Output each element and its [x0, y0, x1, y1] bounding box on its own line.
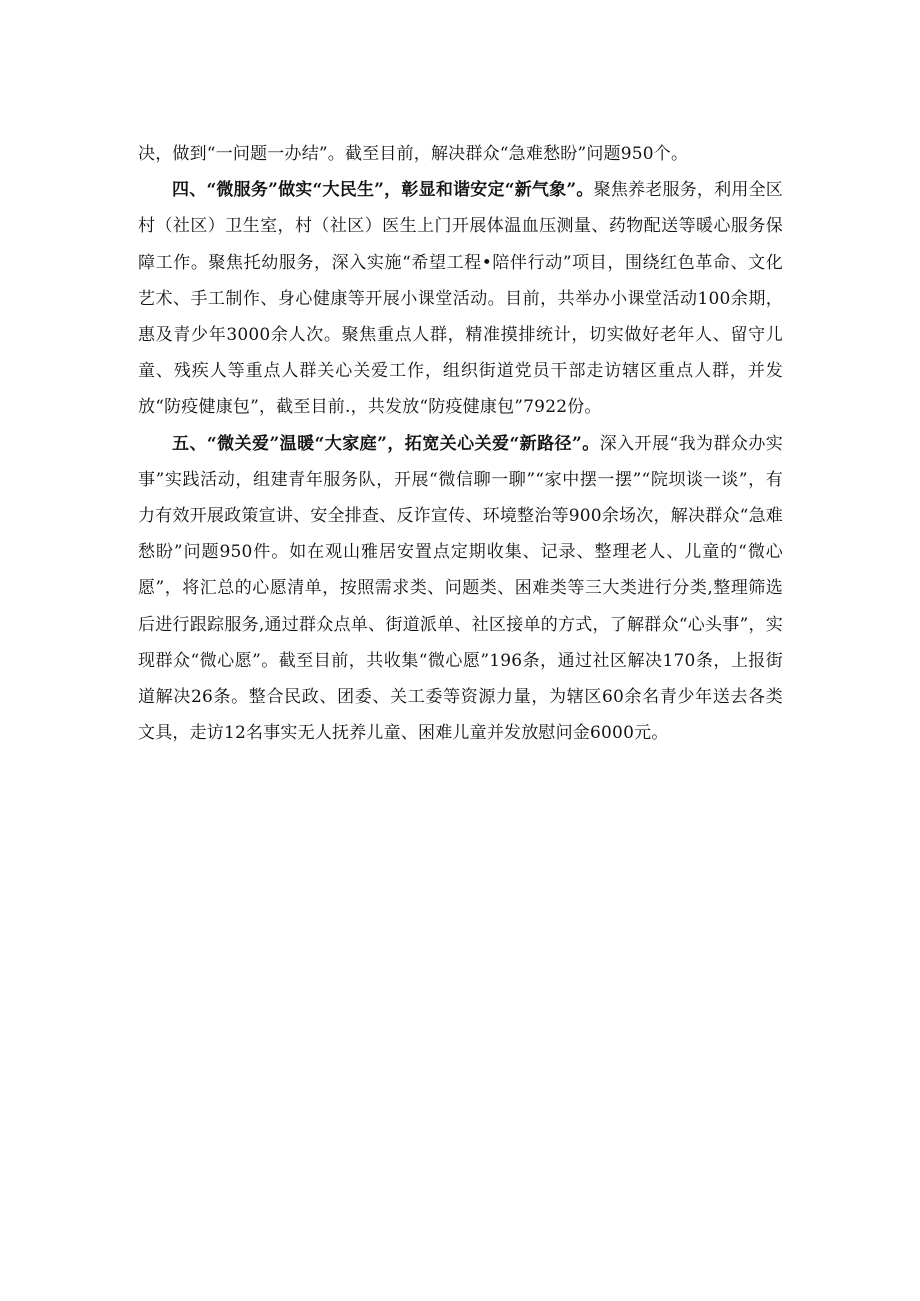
- paragraph-text: 决，做到“一问题一办结”。截至目前，解决群众“急难愁盼”问题950个。: [138, 144, 689, 164]
- section-heading-5: 五、“微关爱”温暖“大家庭”，拓宽关心关爱“新路径”。: [172, 433, 600, 454]
- paragraph-section-4: [138, 172, 783, 425]
- section-heading-4: 四、“微服务”做实“大民生”，彰显和谐安定“新气象”。: [172, 180, 594, 201]
- paragraph-continuation: [138, 136, 783, 172]
- document-body: [138, 136, 783, 751]
- paragraph-text: 深入开展“我为群众办实事”实践活动，组建青年服务队，开展“微信聊一聊”“家中摆一摆”“院坝谈一谈”，有力有效开展政策宣讲、安全排查、反诈宣传、环境整治等900余场次，解决群众“急难愁盼”问题950件。如在观山雅居安置点定期收集、记录、整理老人、儿童的“微心愿”，将汇总的心愿清单，按照需求类、问题类、困难类等三大类进行分类,整理筛选后进行跟踪服务,通过群众点单、街道派单、社区接单的方式，了解群众“心头事”，实现群众“微心愿”。截至目前，共收集“微心愿”196条，通过社区解决170条，上报街道解决26条。整合民政、团委、关工委等资源力量，为辖区60余名青少年送去各类文具，走访12名事实无人抚养儿童、困难儿童并发放慰问金6000元。: [138, 433, 784, 744]
- paragraph-section-5: [138, 426, 783, 752]
- paragraph-text: 聚焦养老服务，利用全区村（社区）卫生室，村（社区）医生上门开展体温血压测量、药物配送等暖心服务保障工作。聚焦托幼服务，深入实施“希望工程•陪伴行动”项目，围绕红色革命、文化艺术、手工制作、身心健康等开展小课堂活动。目前，共举办小课堂活动100余期，惠及青少年3000余人次。聚焦重点人群，精准摸排统计，切实做好老年人、留守儿童、残疾人等重点人群关心关爱工作，组织街道党员干部走访辖区重点人群，并发放“防疫健康包”，截至目前.，共发放“防疫健康包”7922份。: [138, 180, 783, 418]
